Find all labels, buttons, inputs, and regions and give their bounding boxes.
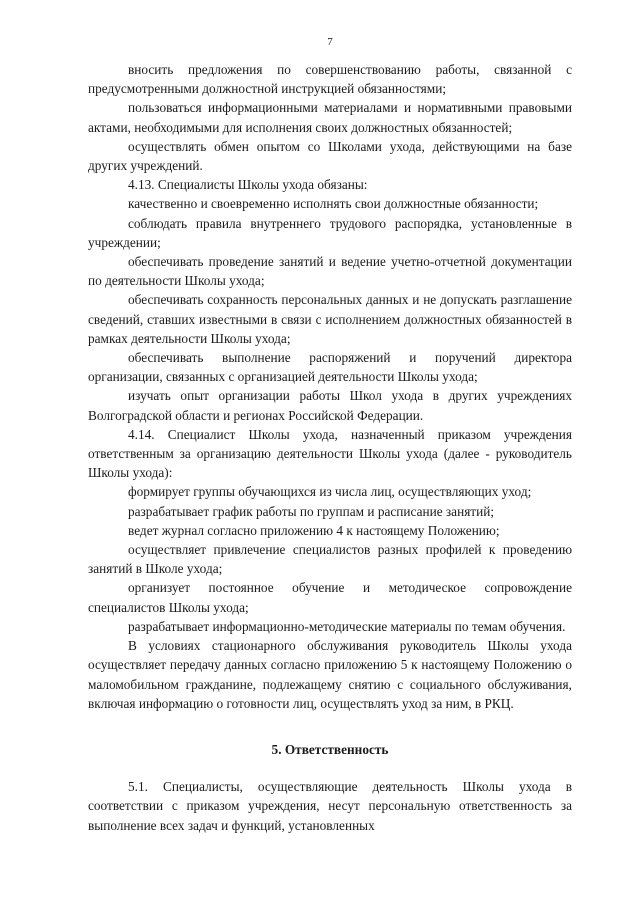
paragraph: 4.13. Специалисты Школы ухода обязаны: — [128, 177, 368, 193]
paragraph: изучать опыт организации работы Школ ухода в других учреждениях Волгоградской области и регионах Российской Федерации. — [88, 388, 572, 423]
paragraph: осуществляет привлечение специалистов разных профилей к проведению занятий в Школе ухода; — [88, 542, 572, 577]
page-number: 7 — [327, 36, 333, 48]
paragraph: осуществлять обмен опытом со Школами ухода, действующими на базе других учреждений. — [88, 138, 572, 174]
paragraph: обеспечивать проведение занятий и ведение учетно-отчетной документации по деятельности Школы ухода; — [88, 254, 572, 289]
paragraph: ведет журнал согласно приложению 4 к настоящему Положению; — [128, 522, 500, 538]
spacer — [88, 713, 572, 729]
document-body — [88, 60, 572, 835]
paragraph: организует постоянное обучение и методическое сопровождение специалистов Школы ухода; — [88, 580, 572, 615]
paragraph: 4.14. Специалист Школы ухода, назначенный приказом учреждения ответственным за организацию деятельности Школы ухода (далее - руководитель Школы ухода): — [88, 426, 572, 481]
section-heading: 5. Ответственность — [271, 741, 389, 757]
paragraph: пользоваться информационными материалами и нормативными правовыми актами, необходимыми для исполнения своих должностных обязанностей; — [88, 100, 572, 135]
paragraph: обеспечивать выполнение распоряжений и поручений директора организации, связанных с организацией деятельности Школы ухода; — [88, 350, 572, 385]
paragraph: формирует группы обучающихся из числа лиц, осуществляющих уход; — [128, 484, 532, 500]
paragraph: разрабатывает график работы по группам и расписание занятий; — [128, 503, 495, 519]
paragraph: обеспечивать сохранность персональных данных и не допускать разглашение сведений, ставших известными в связи с исполнением должностных обязанностей в рамках деятельности Школы ухода; — [88, 292, 572, 346]
paragraph: разрабатывает информационно-методические материалы по темам обучения. — [128, 618, 566, 634]
paragraph: вносить предложения по совершенствованию работы, связанной с предусмотренными должностной инструкцией обязанностями; — [88, 62, 572, 97]
paragraph: соблюдать правила внутреннего трудового распорядка, установленные в учреждении; — [88, 215, 572, 250]
paragraph: 5.1. Специалисты, осуществляющие деятельность Школы ухода в соответствии с приказом учреждения, несут персональную ответственность за выполнение всех задач и функций, установленных — [88, 779, 572, 833]
paragraph: качественно и своевременно исполнять свои должностные обязанности; — [128, 196, 539, 212]
document-page — [88, 0, 572, 905]
paragraph: В условиях стационарного обслуживания руководитель Школы ухода осуществляет передачу данных согласно приложению 5 к настоящему Положению о маломобильном гражданине, подлежащему снятию с социального обслуживания, включая информацию о готовности лиц, осуществлять уход за ним, в РКЦ. — [88, 638, 572, 711]
